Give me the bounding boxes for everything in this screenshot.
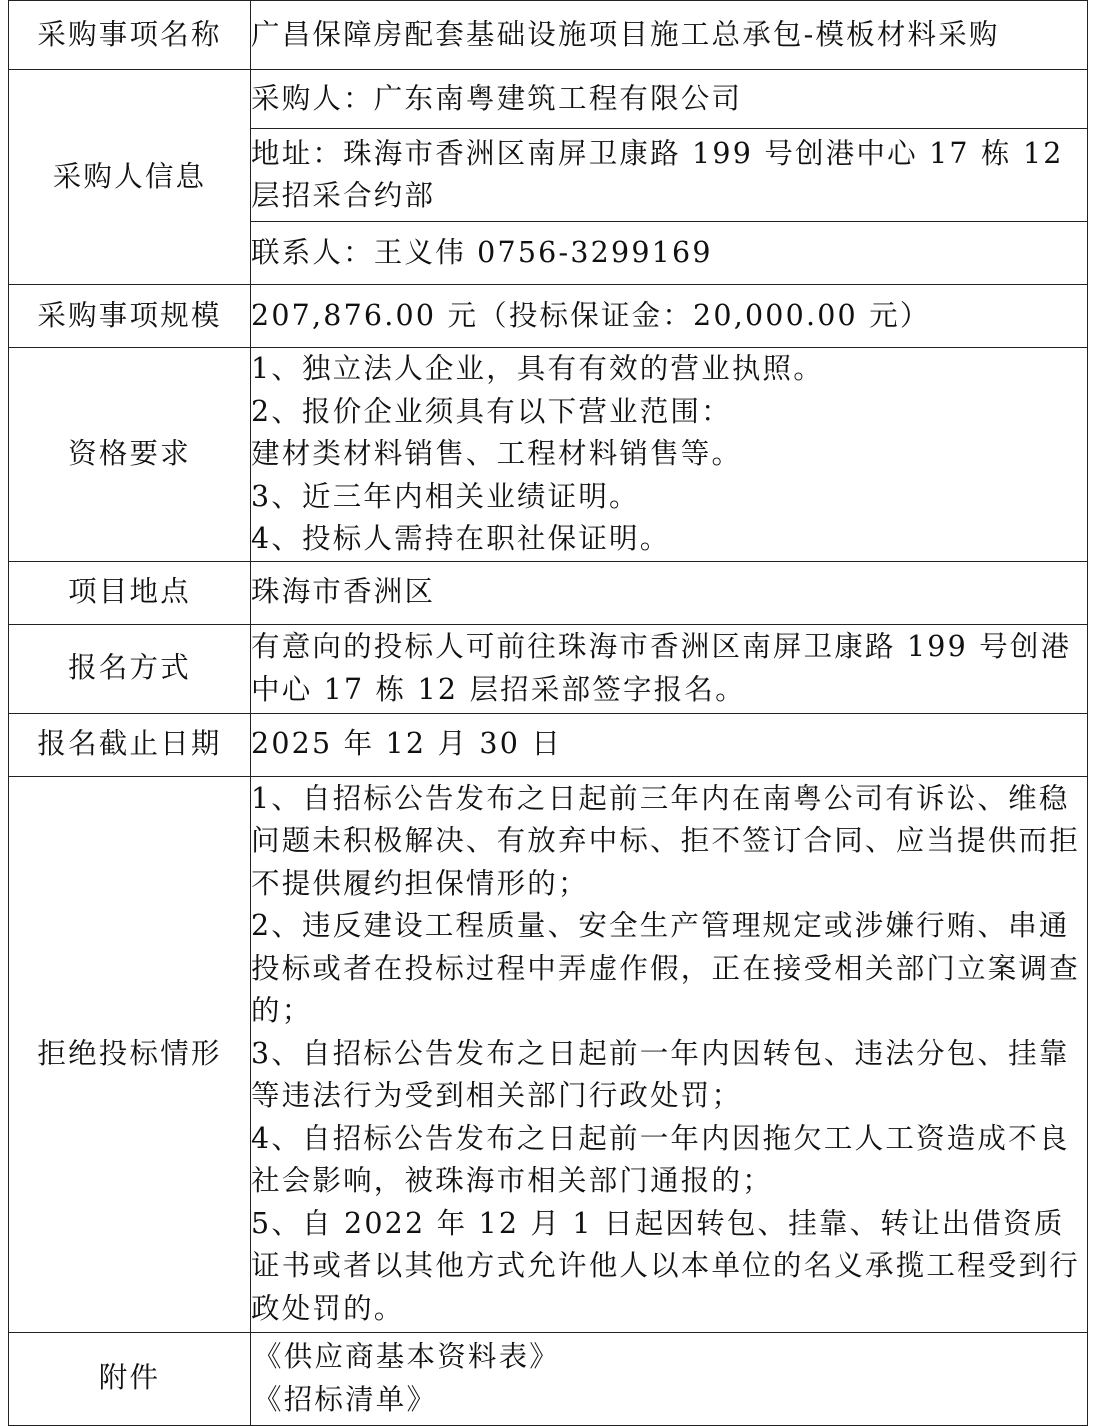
label-buyer-info: 采购人信息 [9, 70, 251, 285]
rejection-item: 3、自招标公告发布之日起前一年内因转包、违法分包、挂靠等违法行为受到相关部门行政处罚； [251, 1036, 1070, 1113]
value-buyer-name: 采购人：广东南粤建筑工程有限公司 [251, 70, 1088, 129]
attachment-supplier-info-form[interactable]: 《供应商基本资料表》 [253, 1340, 561, 1373]
attachment-bidding-list[interactable]: 《招标清单》 [253, 1382, 438, 1416]
row-buyer-name [9, 70, 1088, 129]
label-qualification: 资格要求 [9, 348, 251, 562]
qualification-item: 建材类材料销售、工程材料销售等。 [251, 437, 743, 470]
row-signup-deadline [9, 713, 1088, 776]
value-qualification [251, 348, 1088, 562]
value-signup-deadline: 2025 年 12 月 30 日 [251, 713, 1088, 776]
rejection-item: 1、自招标公告发布之日起前三年内在南粤公司有诉讼、维稳问题未积极解决、有放弃中标、拒不签订合同、应当提供而拒不提供履约担保情形的； [251, 781, 1080, 900]
value-buyer-contact: 联系人：王义伟 0756-3299169 [251, 222, 1088, 285]
row-rejection-cases [9, 776, 1088, 1332]
procurement-notice [8, 0, 1088, 1426]
label-procurement-scale: 采购事项规模 [9, 285, 251, 348]
label-project-site: 项目地点 [9, 561, 251, 624]
label-attachments: 附件 [9, 1332, 251, 1425]
qualification-item: 4、投标人需持在职社保证明。 [251, 522, 671, 555]
row-qualification [9, 348, 1088, 562]
row-procurement-name [9, 1, 1088, 70]
row-project-site [9, 561, 1088, 624]
value-attachments [251, 1332, 1088, 1425]
row-attachments [9, 1332, 1088, 1425]
rejection-item: 4、自招标公告发布之日起前一年内因拖欠工人工资造成不良社会影响，被珠海市相关部门通报的； [251, 1121, 1070, 1198]
label-rejection-cases: 拒绝投标情形 [9, 776, 251, 1332]
value-procurement-name: 广昌保障房配套基础设施项目施工总承包-模板材料采购 [251, 1, 1088, 70]
value-rejection-cases [251, 776, 1088, 1332]
label-procurement-name: 采购事项名称 [9, 1, 251, 70]
value-procurement-scale: 207,876.00 元（投标保证金：20,000.00 元） [251, 285, 1088, 348]
rejection-item: 2、违反建设工程质量、安全生产管理规定或涉嫌行贿、串通投标或者在投标过程中弄虚作假，正在接受相关部门立案调查的； [251, 909, 1080, 1028]
label-signup-deadline: 报名截止日期 [9, 713, 251, 776]
rejection-item: 5、自 2022 年 12 月 1 日起因转包、挂靠、转让出借资质证书或者以其他方式允许他人以本单位的名义承揽工程受到行政处罚的。 [251, 1206, 1080, 1325]
value-signup-method: 有意向的投标人可前往珠海市香洲区南屏卫康路 199 号创港中心 17 栋 12 层招采部签字报名。 [251, 624, 1088, 713]
label-signup-method: 报名方式 [9, 624, 251, 713]
value-project-site: 珠海市香洲区 [251, 561, 1088, 624]
value-buyer-address: 地址：珠海市香洲区南屏卫康路 199 号创港中心 17 栋 12 层招采合约部 [251, 129, 1088, 222]
qualification-item: 1、独立法人企业，具有有效的营业执照。 [251, 352, 824, 385]
qualification-item: 3、近三年内相关业绩证明。 [251, 479, 640, 513]
procurement-table [8, 0, 1088, 1426]
row-procurement-scale [9, 285, 1088, 348]
qualification-item: 2、报价企业须具有以下营业范围： [251, 394, 732, 428]
row-signup-method [9, 624, 1088, 713]
